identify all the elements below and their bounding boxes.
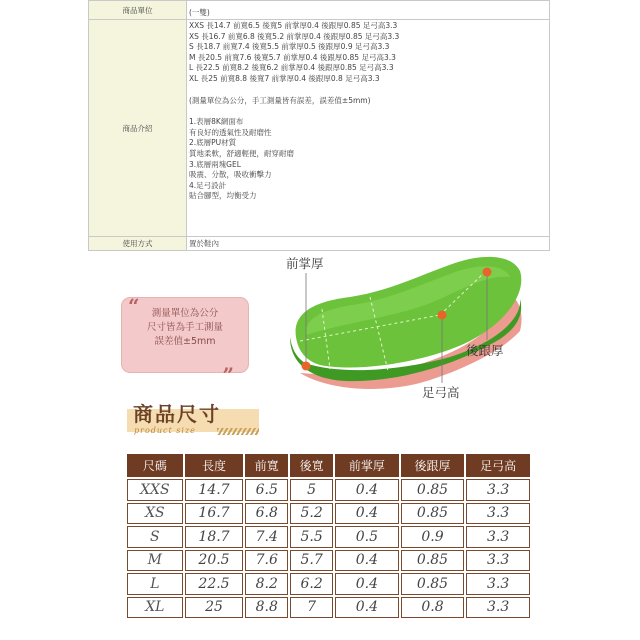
heading-stripes [217, 428, 259, 435]
size-line: L 長22.5 前寬8.2 後寬6.2 前掌厚0.4 後跟厚0.85 足弓高3.3 [189, 63, 394, 73]
table-row [127, 503, 530, 525]
value-cell: 0.8 [401, 597, 465, 619]
value-cell: 0.4 [335, 503, 399, 525]
feature-line: 2.底層PU材質 [189, 138, 237, 148]
spec-table [88, 0, 550, 251]
size-cell: XXS [127, 479, 183, 501]
spec-row-unit [89, 1, 550, 20]
spec-row-description [89, 20, 550, 237]
feature-line: 1.表層8K網面布 [189, 117, 244, 127]
callout-arch: 足弓高 [422, 385, 460, 400]
size-cell: L [127, 573, 183, 595]
value-cell: 22.5 [185, 573, 244, 595]
unit-value: (一雙) [187, 1, 550, 20]
measure-note: (測量單位為公分，手工測量皆有誤差，誤差值±5mm) [189, 95, 371, 105]
value-cell: 6.2 [290, 573, 333, 595]
feature-line: 貼合腳型，均衡受力 [189, 191, 257, 201]
callout-heel: 後跟厚 [466, 343, 504, 358]
value-cell: 7.6 [245, 550, 288, 572]
value-cell: 0.4 [335, 479, 399, 501]
value-cell: 7.4 [245, 526, 288, 548]
usage-value: 置於鞋內 [187, 237, 550, 251]
callout-forefoot: 前掌厚 [286, 256, 324, 271]
feature-line: 質地柔軟，舒適輕便，耐穿耐磨 [189, 148, 294, 158]
size-heading [121, 400, 291, 440]
value-cell: 0.9 [401, 526, 465, 548]
header-front-width: 前寬 [245, 454, 288, 477]
size-line: S 長18.7 前寬7.4 後寬5.5 前掌厚0.5 後跟厚0.9 足弓高3.3 [189, 42, 390, 52]
table-row [127, 573, 530, 595]
value-cell: 0.85 [401, 573, 465, 595]
note-line: 尺寸皆為手工測量 [146, 322, 223, 333]
size-cell: XS [127, 503, 183, 525]
value-cell: 5.7 [290, 550, 333, 572]
size-line: XL 長25 前寬8.8 後寬7 前掌厚0.4 後跟厚0.8 足弓高3.3 [189, 73, 380, 83]
value-cell: 5 [290, 479, 333, 501]
size-table-header [127, 454, 530, 477]
value-cell: 0.4 [335, 597, 399, 619]
value-cell: 0.85 [401, 503, 465, 525]
value-cell: 0.85 [401, 550, 465, 572]
value-cell: 5.5 [290, 526, 333, 548]
value-cell: 25 [185, 597, 244, 619]
header-length: 長度 [185, 454, 244, 477]
value-cell: 8.2 [245, 573, 288, 595]
value-cell: 0.4 [335, 550, 399, 572]
feature-line: 吸震、分散，吸收衝擊力 [189, 170, 272, 180]
size-cell: XL [127, 597, 183, 619]
value-cell: 3.3 [466, 573, 530, 595]
close-quote-icon: ” [222, 363, 234, 387]
feature-line: 4.足弓設計 [189, 180, 227, 190]
value-cell: 3.3 [466, 550, 530, 572]
header-forefoot-thickness: 前掌厚 [335, 454, 399, 477]
value-cell: 3.3 [466, 503, 530, 525]
value-cell: 3.3 [466, 597, 530, 619]
header-arch-height: 足弓高 [466, 454, 530, 477]
value-cell: 5.2 [290, 503, 333, 525]
value-cell: 3.3 [466, 526, 530, 548]
open-quote-icon: “ [128, 294, 140, 318]
value-cell: 16.7 [185, 503, 244, 525]
feature-line: 3.底層兩塊GEL [189, 159, 241, 169]
table-row [127, 526, 530, 548]
value-cell: 20.5 [185, 550, 244, 572]
description-label: 商品介紹 [89, 20, 187, 237]
description-value [187, 20, 550, 237]
size-line: M 長20.5 前寬7.6 後寬5.7 前掌厚0.4 後跟厚0.85 足弓高3.3 [189, 52, 396, 62]
usage-label: 使用方式 [89, 237, 187, 251]
table-row [127, 550, 530, 572]
header-size: 尺碼 [127, 454, 183, 477]
size-line: XS 長16.7 前寬6.8 後寬5.2 前掌厚0.4 後跟厚0.85 足弓高3.3 [189, 31, 400, 41]
note-line: 誤差值±5mm [154, 336, 216, 347]
size-cell: S [127, 526, 183, 548]
value-cell: 3.3 [466, 479, 530, 501]
table-row [127, 479, 530, 501]
unit-label: 商品單位 [89, 1, 187, 20]
value-cell: 0.5 [335, 526, 399, 548]
value-cell: 8.8 [245, 597, 288, 619]
value-cell: 0.85 [401, 479, 465, 501]
value-cell: 0.4 [335, 573, 399, 595]
value-cell: 14.7 [185, 479, 244, 501]
insole-illustration [0, 245, 640, 405]
value-cell: 18.7 [185, 526, 244, 548]
value-cell: 6.8 [245, 503, 288, 525]
feature-line: 有良好的透氣性及耐磨性 [189, 127, 272, 137]
size-cell: M [127, 550, 183, 572]
value-cell: 7 [290, 597, 333, 619]
header-heel-thickness: 後跟厚 [401, 454, 465, 477]
table-row [127, 597, 530, 619]
note-line: 測量單位為公分 [151, 308, 219, 319]
heading-title: 商品尺寸 [133, 402, 221, 426]
size-line: XXS 長14.7 前寬6.5 後寬5 前掌厚0.4 後跟厚0.85 足弓高3.3 [189, 21, 398, 30]
header-back-width: 後寬 [290, 454, 333, 477]
size-table [125, 452, 532, 620]
heading-subtitle: product size [134, 426, 196, 435]
value-cell: 6.5 [245, 479, 288, 501]
